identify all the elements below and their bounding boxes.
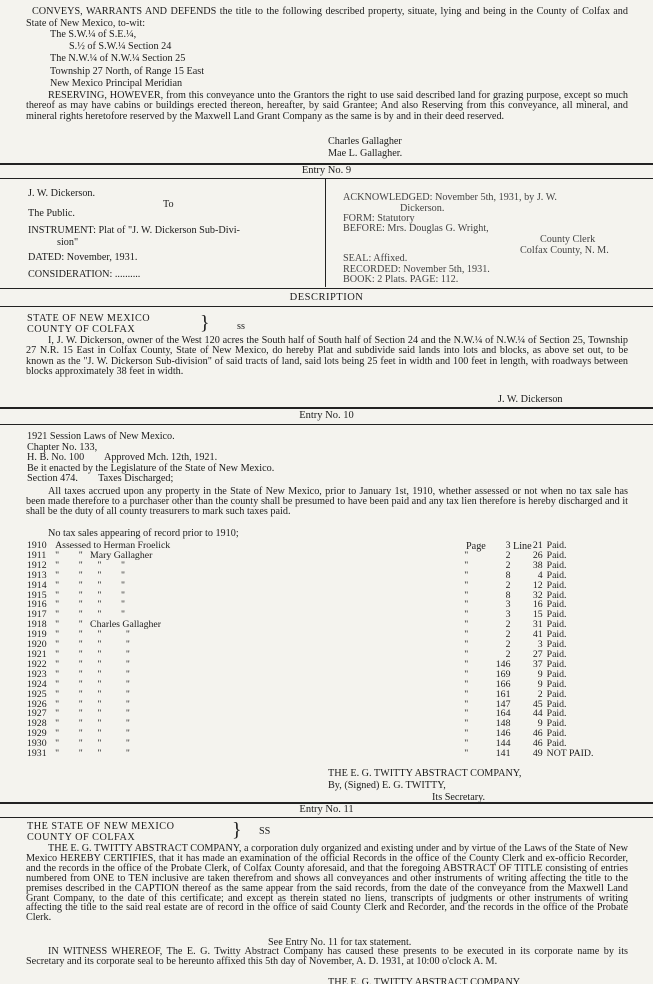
record-line: 9	[537, 718, 543, 730]
tax-year: 1929	[27, 728, 47, 740]
assessed-to: " " " "	[55, 738, 130, 750]
payment-status: Paid.	[546, 549, 567, 561]
property-line: New Mexico Principal Meridian	[50, 78, 183, 89]
record-page: 147	[495, 698, 511, 710]
ditto-mark: "	[464, 589, 469, 601]
ditto-mark: "	[464, 688, 469, 700]
record-page: 2	[505, 648, 511, 660]
law-line: 1921 Session Laws of New Mexico.	[27, 431, 175, 442]
record-page: 169	[495, 668, 511, 680]
consideration: CONSIDERATION: ..........	[28, 269, 141, 280]
assessed-to: " " " "	[55, 718, 130, 730]
tax-year: 1919	[27, 629, 47, 641]
record-line: 44	[532, 708, 543, 720]
instrument-continued: sion"	[57, 237, 79, 248]
record-page: 3	[505, 540, 511, 551]
assessed-to: " " Mary Gallagher	[55, 549, 153, 561]
twitty-secretary: Its Secretary.	[432, 792, 486, 803]
assessed-to: " " " "	[55, 658, 130, 670]
no-tax-sales-note: No tax sales appearing of record prior to 1910;	[48, 528, 239, 539]
ditto-mark: "	[464, 678, 469, 690]
payment-status: Paid.	[546, 648, 567, 660]
reserving-paragraph: RESERVING, HOWEVER, from this conveyance unto the Grantors the right to use said described land for grazing purpose, except so much thereof as may have cabins or buildings erected thereon, hereafter, by said Grantee; And also Reserving from this conveyance, all mineral, and mineral rights heretofore reserved by the Maxwell Land Grant Company as the same is by and in their deed reserved.	[26, 90, 628, 122]
county-of-colfax: COUNTY OF COLFAX	[27, 324, 136, 335]
assessed-to: " " " "	[55, 559, 125, 571]
law-line: Chapter No. 133,	[27, 442, 98, 453]
column-header-page: Page	[466, 541, 486, 552]
taxes-discharged-text: All taxes accrued upon any property in the State of New Mexico, prior to January 1st, 1910, whether assessed or not when no tax sale has been made therefore to a purchaser other than the county shall be presumed to have been paid and any tax lien therefore is hereby discharged and it shall be the duty of all county treasurers to mark such taxes paid.	[26, 486, 628, 518]
assessed-to: " " " "	[55, 688, 130, 700]
ditto-mark: "	[464, 668, 469, 680]
tax-record-table	[27, 541, 607, 759]
tax-year: 1921	[27, 648, 47, 660]
ditto-mark: "	[464, 619, 469, 631]
assessed-to: " " " "	[55, 748, 130, 760]
law-line: H. B. No. 100 Approved Mch. 12th, 1921.	[27, 452, 218, 463]
record-page: 8	[505, 589, 511, 601]
footer-company-name: THE E. G. TWITTY ABSTRACT COMPANY	[328, 977, 521, 984]
assessed-to: " " " "	[55, 609, 125, 621]
assessed-to: Assessed to Herman Froelick	[55, 540, 171, 551]
record-page: 141	[495, 748, 511, 760]
payment-status: Paid.	[546, 559, 567, 571]
table-row	[27, 690, 607, 700]
tax-year: 1928	[27, 718, 47, 730]
assessed-to: " " " "	[55, 599, 125, 611]
record-line: 21	[532, 540, 543, 551]
ditto-mark: "	[464, 569, 469, 581]
signature-mae-gallagher: Mae L. Gallagher.	[328, 148, 403, 159]
record-line: 31	[532, 619, 543, 631]
tax-year: 1912	[27, 559, 47, 571]
law-line: Section 474. Taxes Discharged;	[27, 473, 174, 484]
book-page: BOOK: 2 Plats. PAGE: 112.	[343, 274, 459, 285]
tax-year: 1930	[27, 738, 47, 750]
colfax-county: Colfax County, N. M.	[520, 245, 609, 256]
property-line: S.½ of S.W.¼ Section 24	[69, 41, 172, 52]
ditto-mark: "	[464, 599, 469, 611]
ditto-mark: "	[464, 639, 469, 651]
recorded: RECORDED: November 5th, 1931.	[343, 264, 490, 275]
tax-year: 1923	[27, 668, 47, 680]
payment-status: Paid.	[546, 668, 567, 680]
dated: DATED: November, 1931.	[28, 252, 138, 263]
payment-status: Paid.	[546, 599, 567, 611]
record-line: 41	[532, 629, 543, 641]
record-page: 148	[495, 718, 511, 730]
record-page: 2	[505, 559, 511, 571]
divider	[0, 407, 653, 409]
ditto-mark: "	[464, 559, 469, 571]
state-of-new-mexico: STATE OF NEW MEXICO	[27, 313, 151, 324]
property-line: The S.W.¼ of S.E.¼,	[50, 29, 137, 40]
payment-status: Paid.	[546, 728, 567, 740]
grantee: The Public.	[28, 208, 75, 219]
record-page: 2	[505, 619, 511, 631]
record-line: 16	[532, 599, 543, 611]
tax-year: 1917	[27, 609, 47, 621]
record-page: 8	[505, 569, 511, 581]
record-page: 2	[505, 579, 511, 591]
record-page: 166	[495, 678, 511, 690]
ditto-mark: "	[464, 708, 469, 720]
record-page: 146	[495, 728, 511, 740]
tax-year: 1911	[27, 549, 47, 561]
record-page: 144	[495, 738, 511, 750]
to-label: To	[163, 199, 174, 210]
ditto-mark: "	[464, 648, 469, 660]
record-line: 38	[532, 559, 543, 571]
payment-status: Paid.	[546, 540, 567, 551]
description-heading: DESCRIPTION	[289, 292, 364, 303]
twitty-signed-by: By, (Signed) E. G. TWITTY,	[328, 780, 446, 791]
record-page: 2	[505, 629, 511, 641]
record-line: 37	[532, 658, 543, 670]
state-of-new-mexico: THE STATE OF NEW MEXICO	[27, 821, 175, 832]
plat-description: I, J. W. Dickerson, owner of the West 120 acres the South half of South half of Section 24 and the N.W.¼ of N.W.¼ of Section 25, Township 27 N.R. 15 East in Colfax County, State of New Mexico, do hereby Plat and subdivide said lands into lots and blocks, as above set out, to be known as the "J. W. Dickerson Sub-division" of said tracts of land, said lots being 25 feet in width and 100 feet in length, with roadways between blocks approximately 38 feet in width.	[26, 335, 628, 377]
tax-year: 1910	[27, 540, 47, 551]
record-line: 9	[537, 678, 543, 690]
seal: SEAL: Affixed.	[343, 253, 408, 264]
tax-year: 1927	[27, 708, 47, 720]
tax-year: 1922	[27, 658, 47, 670]
witness-whereof: IN WITNESS WHEREOF, The E. G. Twitty Abstract Company has caused these presents to be executed in its corporate name by its Secretary and its corporate seal to be hereunto affixed this 5th day of November, A. D. 1931, at 10:00 o'clock A. M.	[26, 946, 628, 968]
brace: }	[232, 819, 242, 841]
payment-status: Paid.	[546, 658, 567, 670]
payment-status: Paid.	[546, 619, 567, 631]
ditto-mark: "	[464, 718, 469, 730]
tax-year: 1931	[27, 748, 47, 760]
divider	[0, 817, 653, 818]
ditto-mark: "	[464, 629, 469, 641]
tax-year: 1925	[27, 688, 47, 700]
record-line: 46	[532, 738, 543, 750]
record-line: 2	[537, 688, 543, 700]
tax-year: 1924	[27, 678, 47, 690]
payment-status: Paid.	[546, 708, 567, 720]
record-page: 2	[505, 639, 511, 651]
form: FORM: Statutory	[343, 213, 415, 224]
acknowledged: ACKNOWLEDGED: November 5th, 1931, by J. W.	[343, 192, 557, 203]
record-page: 2	[505, 549, 511, 561]
tax-year: 1913	[27, 569, 47, 581]
entry-9-heading: Entry No. 9	[301, 165, 352, 176]
entry-11-heading: Entry No. 11	[299, 804, 354, 815]
assessed-to: " " " "	[55, 668, 130, 680]
instrument: INSTRUMENT: Plat of "J. W. Dickerson Sub-Divi-	[28, 225, 240, 236]
payment-status: Paid.	[546, 579, 567, 591]
record-line: 26	[532, 549, 543, 561]
assessed-to: " " " "	[55, 579, 125, 591]
payment-status: Paid.	[546, 609, 567, 621]
ditto-mark: "	[464, 609, 469, 621]
county-of-colfax: COUNTY OF COLFAX	[27, 832, 136, 843]
divider	[0, 306, 653, 307]
assessed-to: " " " "	[55, 678, 130, 690]
ditto-mark: "	[464, 748, 469, 760]
payment-status: Paid.	[546, 589, 567, 601]
ss-label: SS	[259, 826, 271, 837]
signature-dickerson: J. W. Dickerson	[498, 394, 563, 405]
assessed-to: " " " "	[55, 728, 130, 740]
see-entry-note: See Entry No. 11 for tax statement.	[268, 937, 412, 948]
law-line: Be it enacted by the Legislature of the State of New Mexico.	[27, 463, 275, 474]
record-page: 3	[505, 609, 511, 621]
assessed-to: " " " "	[55, 708, 130, 720]
abstract-certificate: THE E. G. TWITTY ABSTRACT COMPANY, a corporation duly organized and existing under and by virtue of the Laws of the State of New Mexico HEREBY CERTIFIES, that it has made an examination of the official Records in the office of the County Clerk and ex-officio Recorder, and the records in the office of the Probate Clerk, of Colfax County aforesaid, and that the foregoing ABSTRACT OF TITLE consisting of entries numbered from ONE to TEN inclusive are taken therefrom and shows all conveyances and other instruments of writing affecting the title to the premises described in the CAPTION thereof as the same appear from the said records, from the date of the conveyance from the Maxwell Land Grant Company, to the date of this certificate; and except as therein stated no liens, transcripts of judgments or other instruments of writing affecting the title to the said real estate are of record in the office of said County Clerk and Recorder, and the records in the office of the Probate Clerk.	[26, 843, 628, 924]
payment-status: Paid.	[546, 738, 567, 750]
record-line: 12	[532, 579, 543, 591]
record-line: 4	[537, 569, 543, 581]
record-line: 27	[532, 648, 543, 660]
record-line: 32	[532, 589, 543, 601]
ditto-mark: "	[464, 658, 469, 670]
tax-year: 1918	[27, 619, 47, 631]
signature-charles-gallagher: Charles Gallagher	[328, 136, 402, 147]
record-line: 46	[532, 728, 543, 740]
tax-year: 1914	[27, 579, 47, 591]
ss-label: ss	[237, 321, 245, 332]
assessed-to: " " " "	[55, 629, 130, 641]
payment-status: Paid.	[546, 639, 567, 651]
ditto-mark: "	[464, 579, 469, 591]
payment-status: Paid.	[546, 569, 567, 581]
record-page: 3	[505, 599, 511, 611]
payment-status: Paid.	[546, 629, 567, 641]
grantor: J. W. Dickerson.	[28, 188, 96, 199]
payment-status: NOT PAID.	[546, 748, 594, 760]
ditto-mark: "	[464, 698, 469, 710]
payment-status: Paid.	[546, 698, 567, 710]
ditto-mark: "	[464, 738, 469, 750]
record-line: 15	[532, 609, 543, 621]
payment-status: Paid.	[546, 678, 567, 690]
property-line: Township 27 North, of Range 15 East	[50, 66, 205, 77]
before: BEFORE: Mrs. Douglas G. Wright,	[343, 223, 489, 234]
twitty-company-name: THE E. G. TWITTY ABSTRACT COMPANY,	[328, 768, 522, 779]
assessed-to: " " " "	[55, 569, 125, 581]
tax-year: 1926	[27, 698, 47, 710]
record-line: 45	[532, 698, 543, 710]
assessed-to: " " " "	[55, 648, 130, 660]
record-line: 3	[537, 639, 543, 651]
record-line: 49	[532, 748, 543, 760]
acknowledged-continued: Dickerson.	[400, 203, 445, 214]
divider	[0, 424, 653, 425]
divider	[0, 288, 653, 289]
assessed-to: " " Charles Gallagher	[55, 619, 162, 631]
tax-year: 1915	[27, 589, 47, 601]
entry-10-heading: Entry No. 10	[299, 410, 354, 421]
assessed-to: " " " "	[55, 698, 130, 710]
record-page: 164	[495, 708, 511, 720]
payment-status: Paid.	[546, 718, 567, 730]
tax-year: 1916	[27, 599, 47, 611]
column-divider	[325, 179, 326, 287]
conveys-paragraph: CONVEYS, WARRANTS AND DEFENDS the title to the following described property, situate, lying and being in the County of Colfax and State of New Mexico, to-wit:	[26, 6, 628, 29]
record-page: 161	[495, 688, 511, 700]
property-line: The N.W.¼ of N.W.¼ Section 25	[50, 53, 186, 64]
tax-year: 1920	[27, 639, 47, 651]
column-header-line: Line	[513, 541, 532, 552]
county-clerk: County Clerk	[540, 234, 596, 245]
table-row	[27, 749, 607, 759]
ditto-mark: "	[464, 728, 469, 740]
ditto-mark: "	[464, 549, 469, 561]
assessed-to: " " " "	[55, 589, 125, 601]
record-line: 9	[537, 668, 543, 680]
record-page: 146	[495, 658, 511, 670]
assessed-to: " " " "	[55, 639, 130, 651]
payment-status: Paid.	[546, 688, 567, 700]
divider	[0, 178, 653, 179]
brace: }	[200, 312, 210, 334]
